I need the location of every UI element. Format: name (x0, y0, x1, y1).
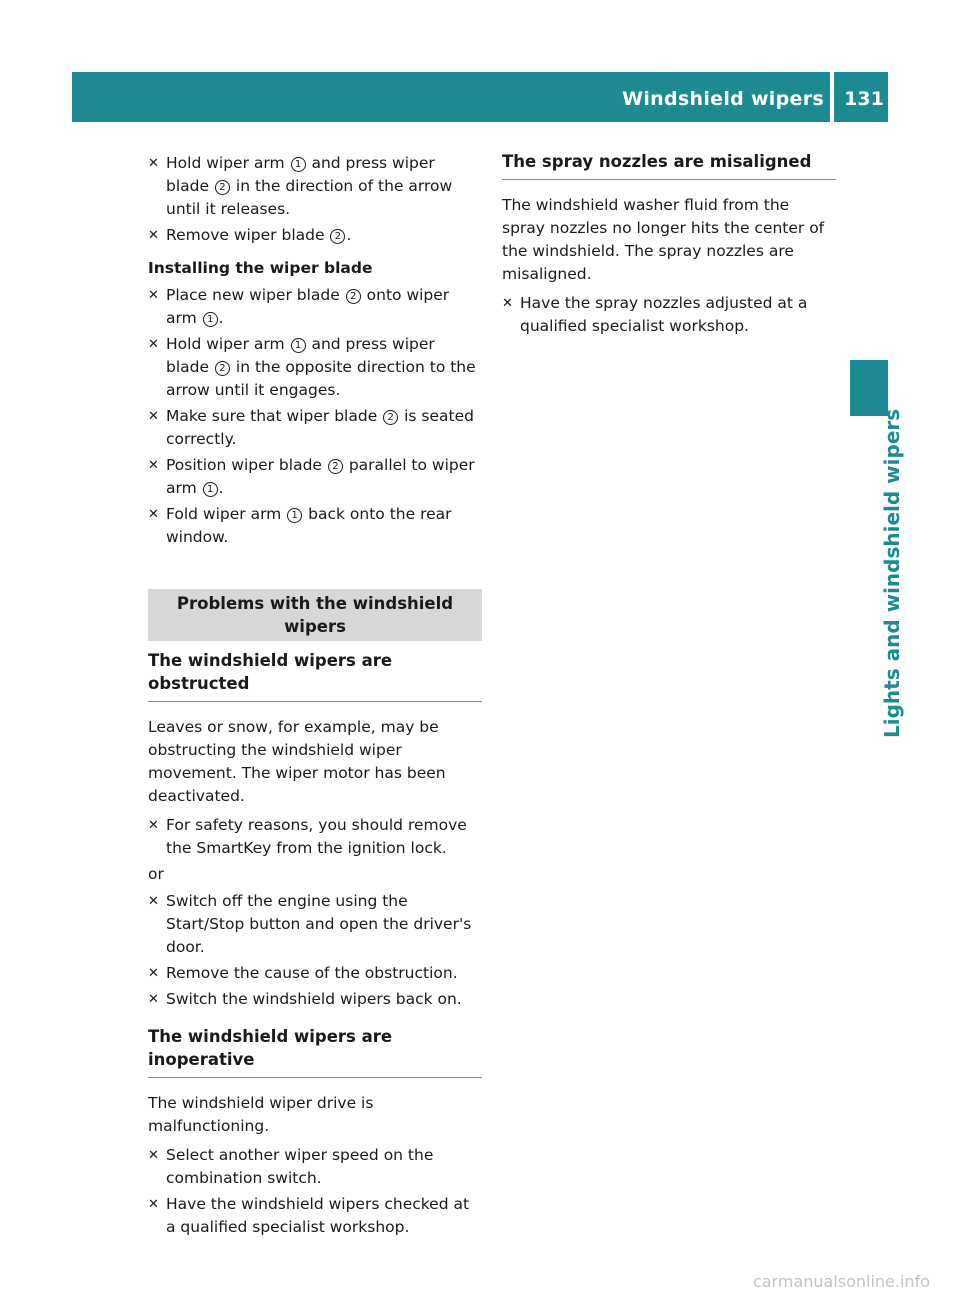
inoperative-title: The windshield wipers are inoperative (148, 1025, 482, 1078)
x-marker-icon: ✕ (148, 409, 159, 424)
right-column (502, 150, 836, 341)
step-remove-obstruction: ✕ Remove the cause of the obstruction. (148, 962, 482, 985)
step-place-blade: ✕ Place new wiper blade 2 onto wiper arm 1 . (148, 286, 450, 327)
x-marker-icon: ✕ (148, 894, 159, 909)
step-hold-engage: ✕ Hold wiper arm 1 and press wiper blade 2 in the opposite direction to the arrow until it engages. (148, 335, 476, 399)
callout-1-icon: 1 (287, 508, 302, 523)
step-wipers-back-on: ✕ Switch the windshield wipers back on. (148, 988, 482, 1011)
x-marker-icon: ✕ (148, 1197, 159, 1212)
side-tab (848, 408, 904, 760)
obstructed-paragraph: Leaves or snow, for example, may be obstructing the windshield wiper movement. The wiper motor has been deactivated. (148, 718, 446, 805)
callout-2-icon: 2 (328, 459, 343, 474)
callout-1-icon: 1 (203, 312, 218, 327)
x-marker-icon: ✕ (148, 966, 159, 981)
header-divider (830, 72, 834, 122)
installing-heading: Installing the wiper blade (148, 259, 373, 277)
x-marker-icon: ✕ (148, 228, 159, 243)
side-tab-marker (850, 360, 888, 416)
callout-2-icon: 2 (330, 229, 345, 244)
header-bar (72, 72, 888, 122)
x-marker-icon: ✕ (148, 337, 159, 352)
obstructed-title: The windshield wipers are obstructed (148, 649, 482, 702)
watermark: carmanualsonline.info (752, 1272, 930, 1291)
step-hold-release: ✕ Hold wiper arm 1 and press wiper blade 2 in the direction of the arrow until it releases. (148, 154, 453, 218)
callout-2-icon: 2 (215, 361, 230, 376)
callout-2-icon: 2 (215, 180, 230, 195)
callout-1-icon: 1 (291, 157, 306, 172)
x-marker-icon: ✕ (148, 288, 159, 303)
callout-2-icon: 2 (383, 410, 398, 425)
step-remove-blade: ✕ Remove wiper blade 2 . (148, 224, 482, 247)
x-marker-icon: ✕ (148, 507, 159, 522)
page-title: Windshield wipers (622, 88, 824, 110)
x-marker-icon: ✕ (502, 296, 513, 311)
callout-2-icon: 2 (346, 289, 361, 304)
x-marker-icon: ✕ (148, 156, 159, 171)
step-switch-off-engine: ✕ Switch off the engine using the Start/Stop button and open the driver's door. (148, 892, 472, 956)
step-check-seated: ✕ Make sure that wiper blade 2 is seated correctly. (148, 407, 474, 448)
step-position-blade: ✕ Position wiper blade 2 parallel to wiper arm 1 . (148, 456, 475, 497)
callout-1-icon: 1 (291, 338, 306, 353)
x-marker-icon: ✕ (148, 992, 159, 1007)
inoperative-paragraph: The windshield wiper drive is malfunctioning. (148, 1094, 374, 1135)
x-marker-icon: ✕ (148, 1148, 159, 1163)
step-adjust-nozzles: ✕ Have the spray nozzles adjusted at a qualified specialist workshop. (502, 294, 808, 335)
page-number: 131 (844, 88, 884, 110)
or-text: or (148, 865, 164, 883)
left-column (148, 150, 482, 1242)
callout-1-icon: 1 (203, 482, 218, 497)
step-check-workshop: ✕ Have the windshield wipers checked at a qualified specialist workshop. (148, 1195, 470, 1236)
step-fold-arm: ✕ Fold wiper arm 1 back onto the rear window. (148, 505, 452, 546)
step-select-speed: ✕ Select another wiper speed on the combination switch. (148, 1146, 434, 1187)
side-tab-label: Lights and windshield wipers (880, 408, 904, 738)
misaligned-paragraph: The windshield washer fluid from the spray nozzles no longer hits the center of the windshield. The spray nozzles are misaligned. (502, 196, 825, 283)
step-remove-smartkey: ✕ For safety reasons, you should remove the SmartKey from the ignition lock. (148, 816, 467, 857)
problems-section-title: Problems with the windshield wipers (148, 589, 482, 641)
x-marker-icon: ✕ (148, 458, 159, 473)
x-marker-icon: ✕ (148, 818, 159, 833)
misaligned-title: The spray nozzles are misaligned (502, 150, 836, 180)
